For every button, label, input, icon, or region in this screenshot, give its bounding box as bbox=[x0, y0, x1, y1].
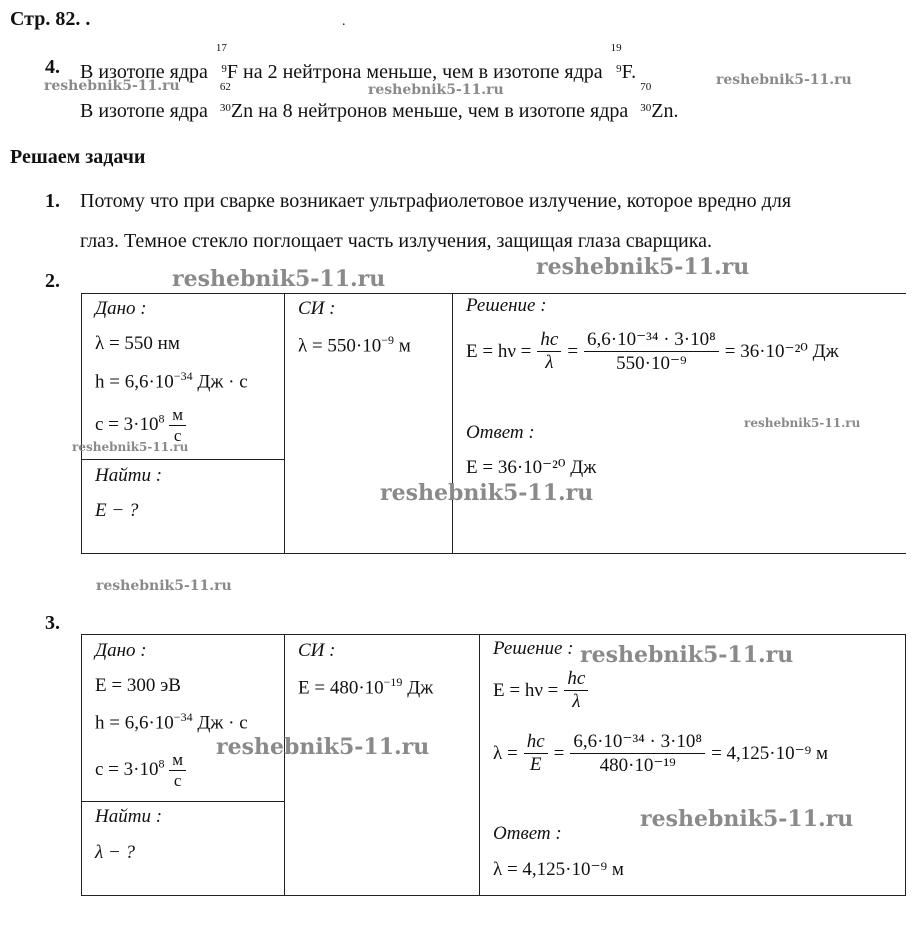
task2-answer-label: Ответ : bbox=[466, 422, 535, 443]
task1-number: 1. bbox=[45, 190, 60, 212]
task3-dano-label: Дано : bbox=[95, 640, 147, 661]
task2-si-label: СИ : bbox=[298, 298, 336, 319]
task1-line2: глаз. Темное стекло поглощает часть излучения, защищая глаза сварщика. bbox=[80, 230, 713, 252]
task2-find-value: E − ? bbox=[95, 500, 139, 521]
task3-answer-value: λ = 4,125·10⁻⁹ м bbox=[493, 859, 624, 880]
task2-answer-value: E = 36·10⁻²⁰ Дж bbox=[466, 457, 597, 478]
task4-line1: В изотопе ядра 17 9 F на 2 нейтрона меньше, чем в изотопе ядра 19 9 F. bbox=[80, 42, 637, 83]
watermark: reshebnik5-11.ru bbox=[536, 254, 750, 280]
watermark: reshebnik5-11.ru bbox=[580, 642, 794, 668]
task3-solution-formula1: E = hν = $\frac{hc}{\lambda}$ bbox=[493, 668, 588, 713]
task4-number: 4. bbox=[45, 56, 60, 78]
watermark: reshebnik5-11.ru bbox=[96, 578, 232, 594]
task3-solution-label: Решение : bbox=[493, 638, 574, 659]
task2-number: 2. bbox=[45, 270, 60, 292]
task3-number: 3. bbox=[45, 612, 60, 634]
task2-dano-lambda: λ = 550 нм bbox=[95, 333, 180, 354]
task3-find-value: λ − ? bbox=[95, 842, 136, 863]
task3-dano-energy: E = 300 эВ bbox=[95, 675, 181, 696]
task3-si-label: СИ : bbox=[298, 640, 336, 661]
watermark: reshebnik5-11.ru bbox=[368, 82, 504, 98]
task2-si-value: $\lambda = 550\cdot 10^{-9}$ м bbox=[298, 333, 411, 357]
task2-dano-label: Дано : bbox=[95, 298, 147, 319]
watermark: reshebnik5-11.ru bbox=[44, 78, 180, 94]
task4-line2: В изотопе ядра 62 30 Zn на 8 нейтронов меньше, чем в изотопе ядра 70 30 Zn. bbox=[80, 81, 679, 122]
task2-dano-h: $h = 6,6\cdot 10^{-34}$ Дж · с bbox=[95, 369, 248, 393]
task2-dano-c: $c = 3\cdot 10^8$ $\frac{м}{с}$ bbox=[95, 405, 186, 446]
task3-dano-c: $c = 3\cdot 10^8$ $\frac{м}{с}$ bbox=[95, 750, 186, 791]
header-dot: . bbox=[342, 14, 346, 29]
watermark: reshebnik5-11.ru bbox=[72, 440, 189, 454]
task3-dano-h: $h = 6,6\cdot 10^{-34}$ Дж · с bbox=[95, 710, 248, 734]
task3-find-label: Найти : bbox=[95, 806, 163, 827]
task3-answer-label: Ответ : bbox=[493, 823, 562, 844]
task2-solution-formula: E = hν = $\frac{hc}{\lambda}$ = $\frac{\text{6,6·10⁻³⁴ · 3·10⁸}}{\text{550·10⁻⁹}}$ = 36·10⁻²⁰ Дж bbox=[466, 329, 839, 374]
task3-si-value: $E = 480\cdot 10^{-19}$ Дж bbox=[298, 675, 434, 699]
task2-find-label: Найти : bbox=[95, 465, 163, 486]
task3-solution-formula2: λ = $\frac{hc}{E}$ = $\frac{\text{6,6·10⁻³⁴ · 3·10⁸}}{\text{480·10⁻¹⁹}}$ = 4,125·10⁻⁹ м bbox=[493, 731, 829, 776]
section-title: Решаем задачи bbox=[10, 146, 146, 168]
task1-line1: Потому что при сварке возникает ультрафиолетовое излучение, которое вредно для bbox=[80, 190, 792, 212]
watermark: reshebnik5-11.ru bbox=[744, 416, 861, 430]
page-header: Стр. 82. . bbox=[10, 8, 91, 30]
watermark: reshebnik5-11.ru bbox=[216, 734, 430, 760]
watermark: reshebnik5-11.ru bbox=[716, 72, 852, 88]
task2-solution-label: Решение : bbox=[466, 295, 547, 316]
watermark: reshebnik5-11.ru bbox=[640, 806, 854, 832]
watermark: reshebnik5-11.ru bbox=[380, 480, 594, 506]
watermark: reshebnik5-11.ru bbox=[172, 266, 386, 292]
